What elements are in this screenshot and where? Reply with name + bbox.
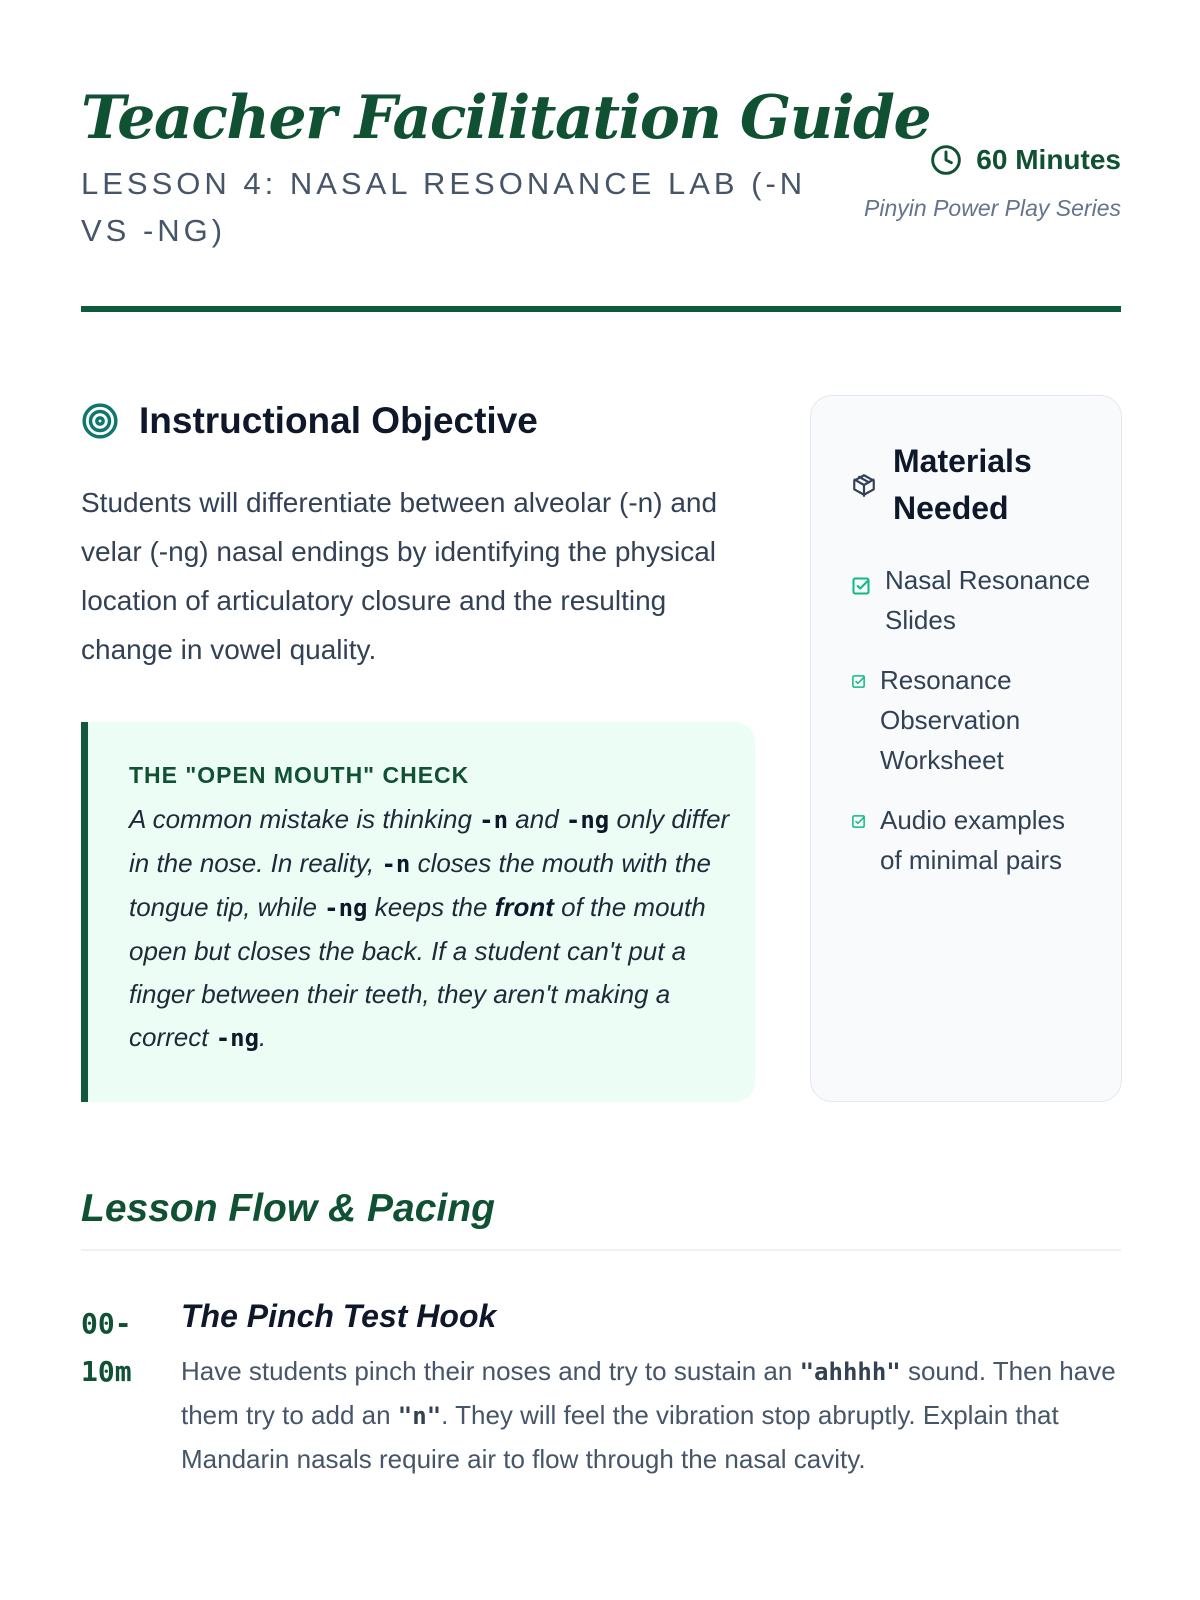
clock-icon: [930, 144, 962, 176]
callout-bold: front: [494, 892, 554, 922]
page-title: Teacher Facilitation Guide: [81, 83, 931, 153]
materials-heading-row: [851, 438, 1091, 532]
material-item: [851, 660, 1091, 780]
instructional-objective-section: [81, 396, 757, 674]
duration-text: 60 Minutes: [976, 144, 1121, 175]
materials-heading: Materials Needed: [893, 443, 1032, 526]
guide-header: [81, 80, 1121, 312]
callout-text-part: keeps the: [367, 892, 495, 922]
callout-code: -ng: [565, 806, 610, 834]
checkbox-icon: [851, 674, 866, 689]
material-label: Resonance Observation Worksheet: [880, 665, 1021, 775]
open-mouth-check-callout: [81, 722, 755, 1102]
materials-needed-card: [810, 395, 1122, 1102]
lesson-flow-heading: Lesson Flow & Pacing: [81, 1187, 495, 1230]
callout-text-part: closes the mouth with the tongue tip, while: [129, 848, 711, 922]
callout-code: -ng: [215, 1024, 260, 1052]
callout-text-part: and: [508, 804, 566, 834]
objective-heading-row: [81, 396, 757, 446]
box-icon: [851, 472, 877, 498]
material-label: Audio examples of minimal pairs: [880, 805, 1065, 875]
callout-text-part: of the mouth open but closes the back. If a student can't put a finger between their teeth, they aren't making a correct: [129, 892, 706, 1052]
objective-heading: Instructional Objective: [139, 400, 538, 441]
callout-label: THE "OPEN MOUTH" CHECK: [129, 762, 470, 788]
header-divider: [81, 306, 1121, 312]
material-label: Nasal Resonance Slides: [885, 565, 1091, 635]
checkbox-icon: [851, 814, 866, 829]
material-item: [851, 800, 1091, 880]
callout-text-part: A common mistake is thinking: [129, 804, 480, 834]
step-text-part: . They will feel the vibration stop abruptly. Explain that Mandarin nasals require air to flow through the nasal cavity.: [181, 1400, 1059, 1474]
step-text-part: sound. Then have them try to add an: [181, 1356, 1116, 1430]
lesson-step: [181, 1294, 1121, 1481]
lesson-flow-divider: [81, 1249, 1121, 1251]
callout-text: [129, 798, 735, 1060]
callout-code: -n: [479, 806, 509, 834]
callout-text-part: only differ in the nose. In reality,: [129, 804, 730, 878]
step-title: The Pinch Test Hook: [181, 1298, 497, 1334]
objective-text: Students will differentiate between alveolar (-n) and velar (-ng) nasal endings by identifying the physical location of articulatory closure and the resulting change in vowel quality.: [81, 487, 718, 665]
checkbox-icon: [851, 576, 871, 596]
step-quote: "ahhhh": [799, 1358, 901, 1386]
facilitation-guide-page: [81, 0, 1121, 1600]
step-text-part: Have students pinch their noses and try to sustain an: [181, 1356, 800, 1386]
step-description: [181, 1350, 1121, 1481]
lesson-subtitle: LESSON 4: NASAL RESONANCE LAB (-N VS -NG): [81, 166, 807, 248]
series-name: Pinyin Power Play Series: [864, 195, 1121, 221]
material-item: [851, 560, 1091, 640]
step-time: 00-10m: [81, 1307, 132, 1388]
step-quote: "n": [397, 1402, 442, 1430]
target-icon: [81, 402, 119, 440]
callout-code: -n: [381, 850, 411, 878]
callout-text-part: .: [259, 1022, 267, 1052]
duration-badge: [861, 142, 1121, 178]
materials-list: [851, 560, 1091, 880]
callout-code: -ng: [324, 894, 368, 922]
lesson-meta: [861, 142, 1121, 225]
